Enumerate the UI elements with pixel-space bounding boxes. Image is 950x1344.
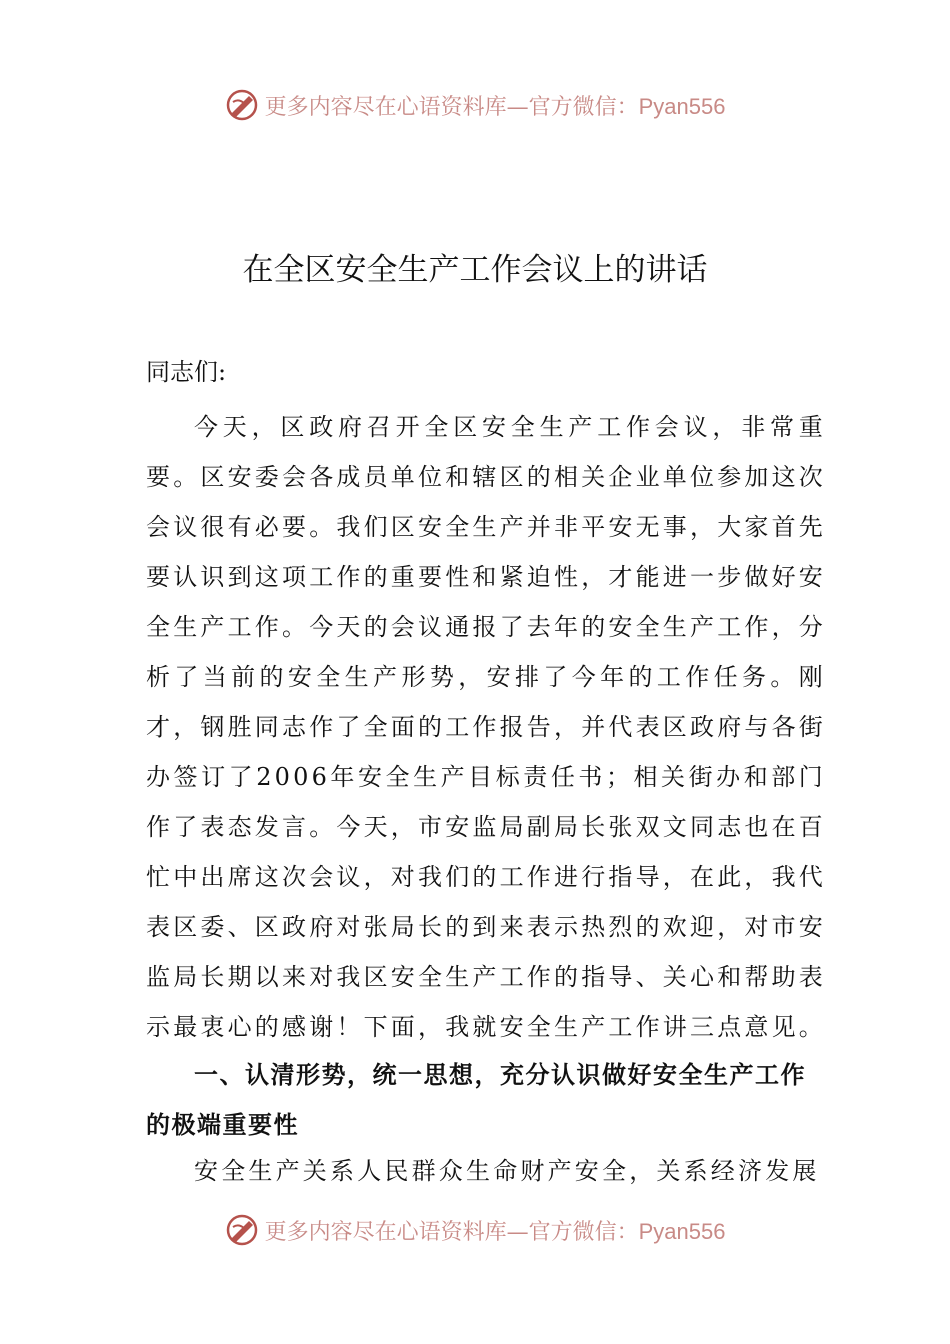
document-title: 在全区安全生产工作会议上的讲话 <box>242 252 708 288</box>
pen-logo-icon <box>225 1213 259 1247</box>
pen-logo-icon <box>225 88 259 122</box>
watermark-handle: Pyan556 <box>638 93 726 119</box>
section-heading-1: 一、认清形势，统一思想，充分认识做好安全生产工作的极端重要性 <box>146 1061 806 1139</box>
greeting: 同志们: <box>146 358 227 386</box>
watermark-text: 更多内容尽在心语资料库—官方微信：Pyan556 <box>264 93 726 120</box>
watermark-handle: Pyan556 <box>638 1218 726 1244</box>
header-watermark <box>0 85 950 125</box>
paragraph-2: 安全生产关系人民群众生命财产安全，关系经济发展 <box>194 1157 820 1185</box>
paragraph-1: 今天，区政府召开全区安全生产工作会议，非常重要。区安委会各成员单位和辖区的相关企业单位参加这次会议很有必要。我们区安全生产并非平安无事，大家首先要认识到这项工作的重要性和紧迫性，才能进一步做好安全生产工作。今天的会议通报了去年的安全生产工作，分析了当前的安全生产形势，安排了今年的工作任务。刚才，钢胜同志作了全面的工作报告，并代表区政府与各街办签订了2006年安全生产目标责任书；相关街办和部门作了表态发言。今天，市安监局副局长张双文同志也在百忙中出席这次会议，对我们的工作进行指导，在此，我代表区委、区政府对张局长的到来表示热烈的欢迎，对市安监局长期以来对我区安全生产工作的指导、关心和帮助表示最衷心的感谢！下面，我就安全生产工作讲三点意见。 <box>146 413 826 1041</box>
footer-watermark <box>0 1210 950 1250</box>
watermark-text: 更多内容尽在心语资料库—官方微信：Pyan556 <box>264 1218 726 1245</box>
